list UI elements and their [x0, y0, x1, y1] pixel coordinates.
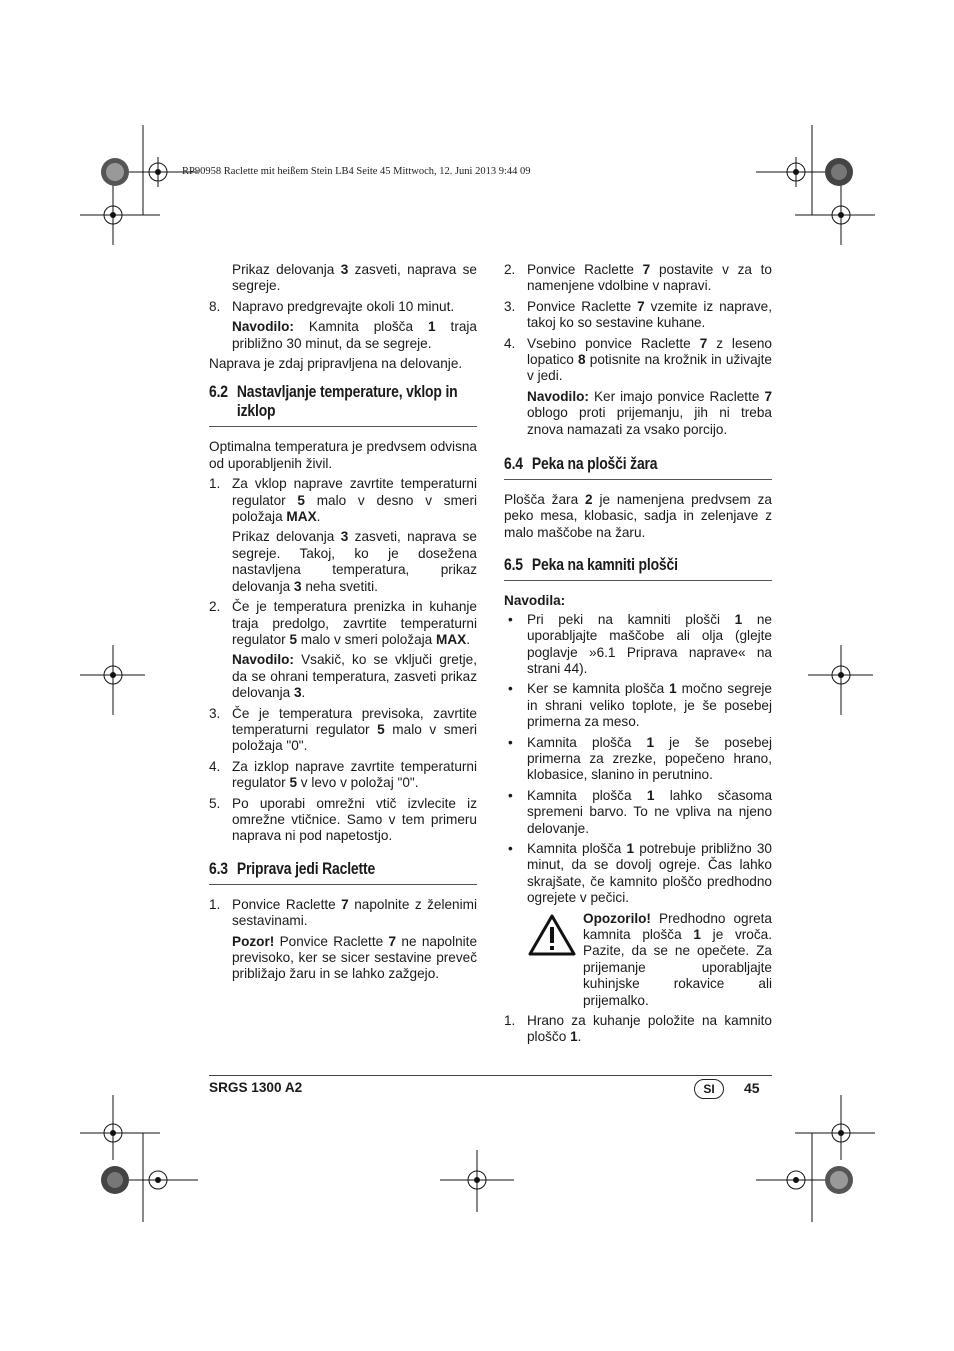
print-header: RP90958 Raclette mit heißem Stein LB4 Seite 45 Mittwoch, 12. Juni 2013 9:44 09 — [182, 166, 531, 177]
list-item: 5. Po uporabi omrežni vtič izvlecite iz omrežne vtičnice. Samo v tem primeru naprava ni pod napetostjo. — [209, 795, 477, 844]
section-heading-6-4: 6.4 Peka na plošči žara — [504, 454, 772, 480]
bullet-item: • Kamnita plošča 1 potrebuje približno 30 minut, da se dovolj ogreje. Čas lahko skrajšate, če kamnito ploščo predhodno ogrejete v pečici. — [508, 840, 772, 906]
list-item: 1. Ponvice Raclette 7 napolnite z želenimi sestavinami. — [209, 896, 477, 929]
warning-triangle-icon — [527, 913, 577, 957]
caution-note: Pozor! Ponvice Raclette 7 ne napolnite previsoko, ker se sicer sestavine preveč približajo žaru in se lahko zažgejo. — [232, 933, 478, 982]
list-item: 4. Vsebino ponvice Raclette 7 z lesenо lopatico 8 potisnite na krožnik in uživajte v jedi. — [504, 335, 772, 384]
bullet-item: • Ker se kamnita plošča 1 močno segreje in shrani veliko toplote, je še posebej primerna za meso. — [508, 681, 772, 730]
section-heading-6-2: 6.2 Nastavljanje temperature, vklop in izklop — [209, 382, 477, 427]
footer-model: SRGS 1300 A2 — [209, 1080, 303, 1095]
list-item: 3. Če je temperatura previsoka, zavrtite temperaturni regulator 5 malo v smeri položaja "0". — [209, 705, 477, 754]
note: Navodilo: Vsakič, ko se vključi gretje, da se ohrani temperatura, zasveti prikaz delovanja 3. — [232, 652, 477, 701]
section-heading-6-3: 6.3 Priprava jedi Raclette — [209, 859, 477, 885]
list-item: 2. Če je temperatura prenizka in kuhanje traja predolgo, zavrtite temperaturni regulator 5 malo v smeri položaja MAX. — [209, 599, 477, 647]
list-item: 1. Za vklop naprave zavrtite temperaturni regulator 5 malo v desno v smeri položaja MAX. — [209, 476, 477, 525]
section-heading-6-5: 6.5 Peka na kamniti plošči — [504, 555, 772, 581]
paragraph: Prikaz delovanja 3 zasveti, naprava se segreje. — [232, 262, 477, 294]
paragraph: Optimalna temperatura je predvsem odvisna od uporabljenih živil. — [209, 439, 477, 471]
paragraph: Prikaz delovanja 3 zasveti, naprava se segreje. Takoj, ko je dosežena nastavljena temperatura, prikaz delovanja 3 neha svetiti. — [232, 529, 477, 594]
page-number: 45 — [744, 1080, 760, 1096]
bullet-item: • Kamnita plošča 1 je še posebej primerna za zrezke, popečeno hrano, klobasice, slanino in perutnino. — [508, 734, 772, 783]
footer-rule — [209, 1075, 772, 1076]
list-item: 1. Hrano za kuhanje položite na kamnito ploščo 1. — [504, 1013, 772, 1045]
left-column — [209, 262, 477, 987]
instructions-label: Navodila: — [504, 593, 566, 609]
paragraph: Plošča žara 2 je namenjena predvsem za peko mesa, klobasic, sadja in zelenjave z malo maščobe na žaru. — [504, 492, 772, 540]
right-column — [504, 262, 772, 1050]
warning-block: Opozorilo! Predhodno ogreta kamnita plošča 1 je vroča. Pazite, da se ne opečete. Za prijemanje uporabljajte kuhinjske rokavice ali prijemalko. — [527, 911, 772, 1009]
list-item: 4. Za izklop naprave zavrtite temperaturni regulator 5 v levo v položaj "0". — [209, 758, 477, 791]
list-item: 8. Napravo predgrevajte okoli 10 minut. — [209, 298, 455, 314]
note: Navodilo: Kamnita plošča 1 traja približno 30 minut, da se segreje. — [232, 319, 477, 351]
note: Navodilo: Ker imajo ponvice Raclette 7 oblogo proti prijemanju, jih ni treba znova namazati za vsako porcijo. — [527, 388, 772, 437]
list-item: 3. Ponvice Raclette 7 vzemite iz naprave, takoj ko so sestavine kuhane. — [504, 298, 772, 331]
language-badge: SI — [694, 1079, 724, 1099]
paragraph: Naprava je zdaj pripravljena na delovanje. — [209, 356, 463, 372]
bullet-item: • Pri peki na kamniti plošči 1 ne uporabljajte maščobe ali olja (glejte poglavje »6.1 Priprava naprave« na strani 44). — [508, 611, 772, 676]
bullet-item: • Kamnita plošča 1 lahko sčasoma spremeni barvo. To ne vpliva na njeno delovanje. — [508, 787, 773, 836]
list-item: 2. Ponvice Raclette 7 postavite v za to namenjene vdolbine v napravi. — [504, 262, 772, 294]
